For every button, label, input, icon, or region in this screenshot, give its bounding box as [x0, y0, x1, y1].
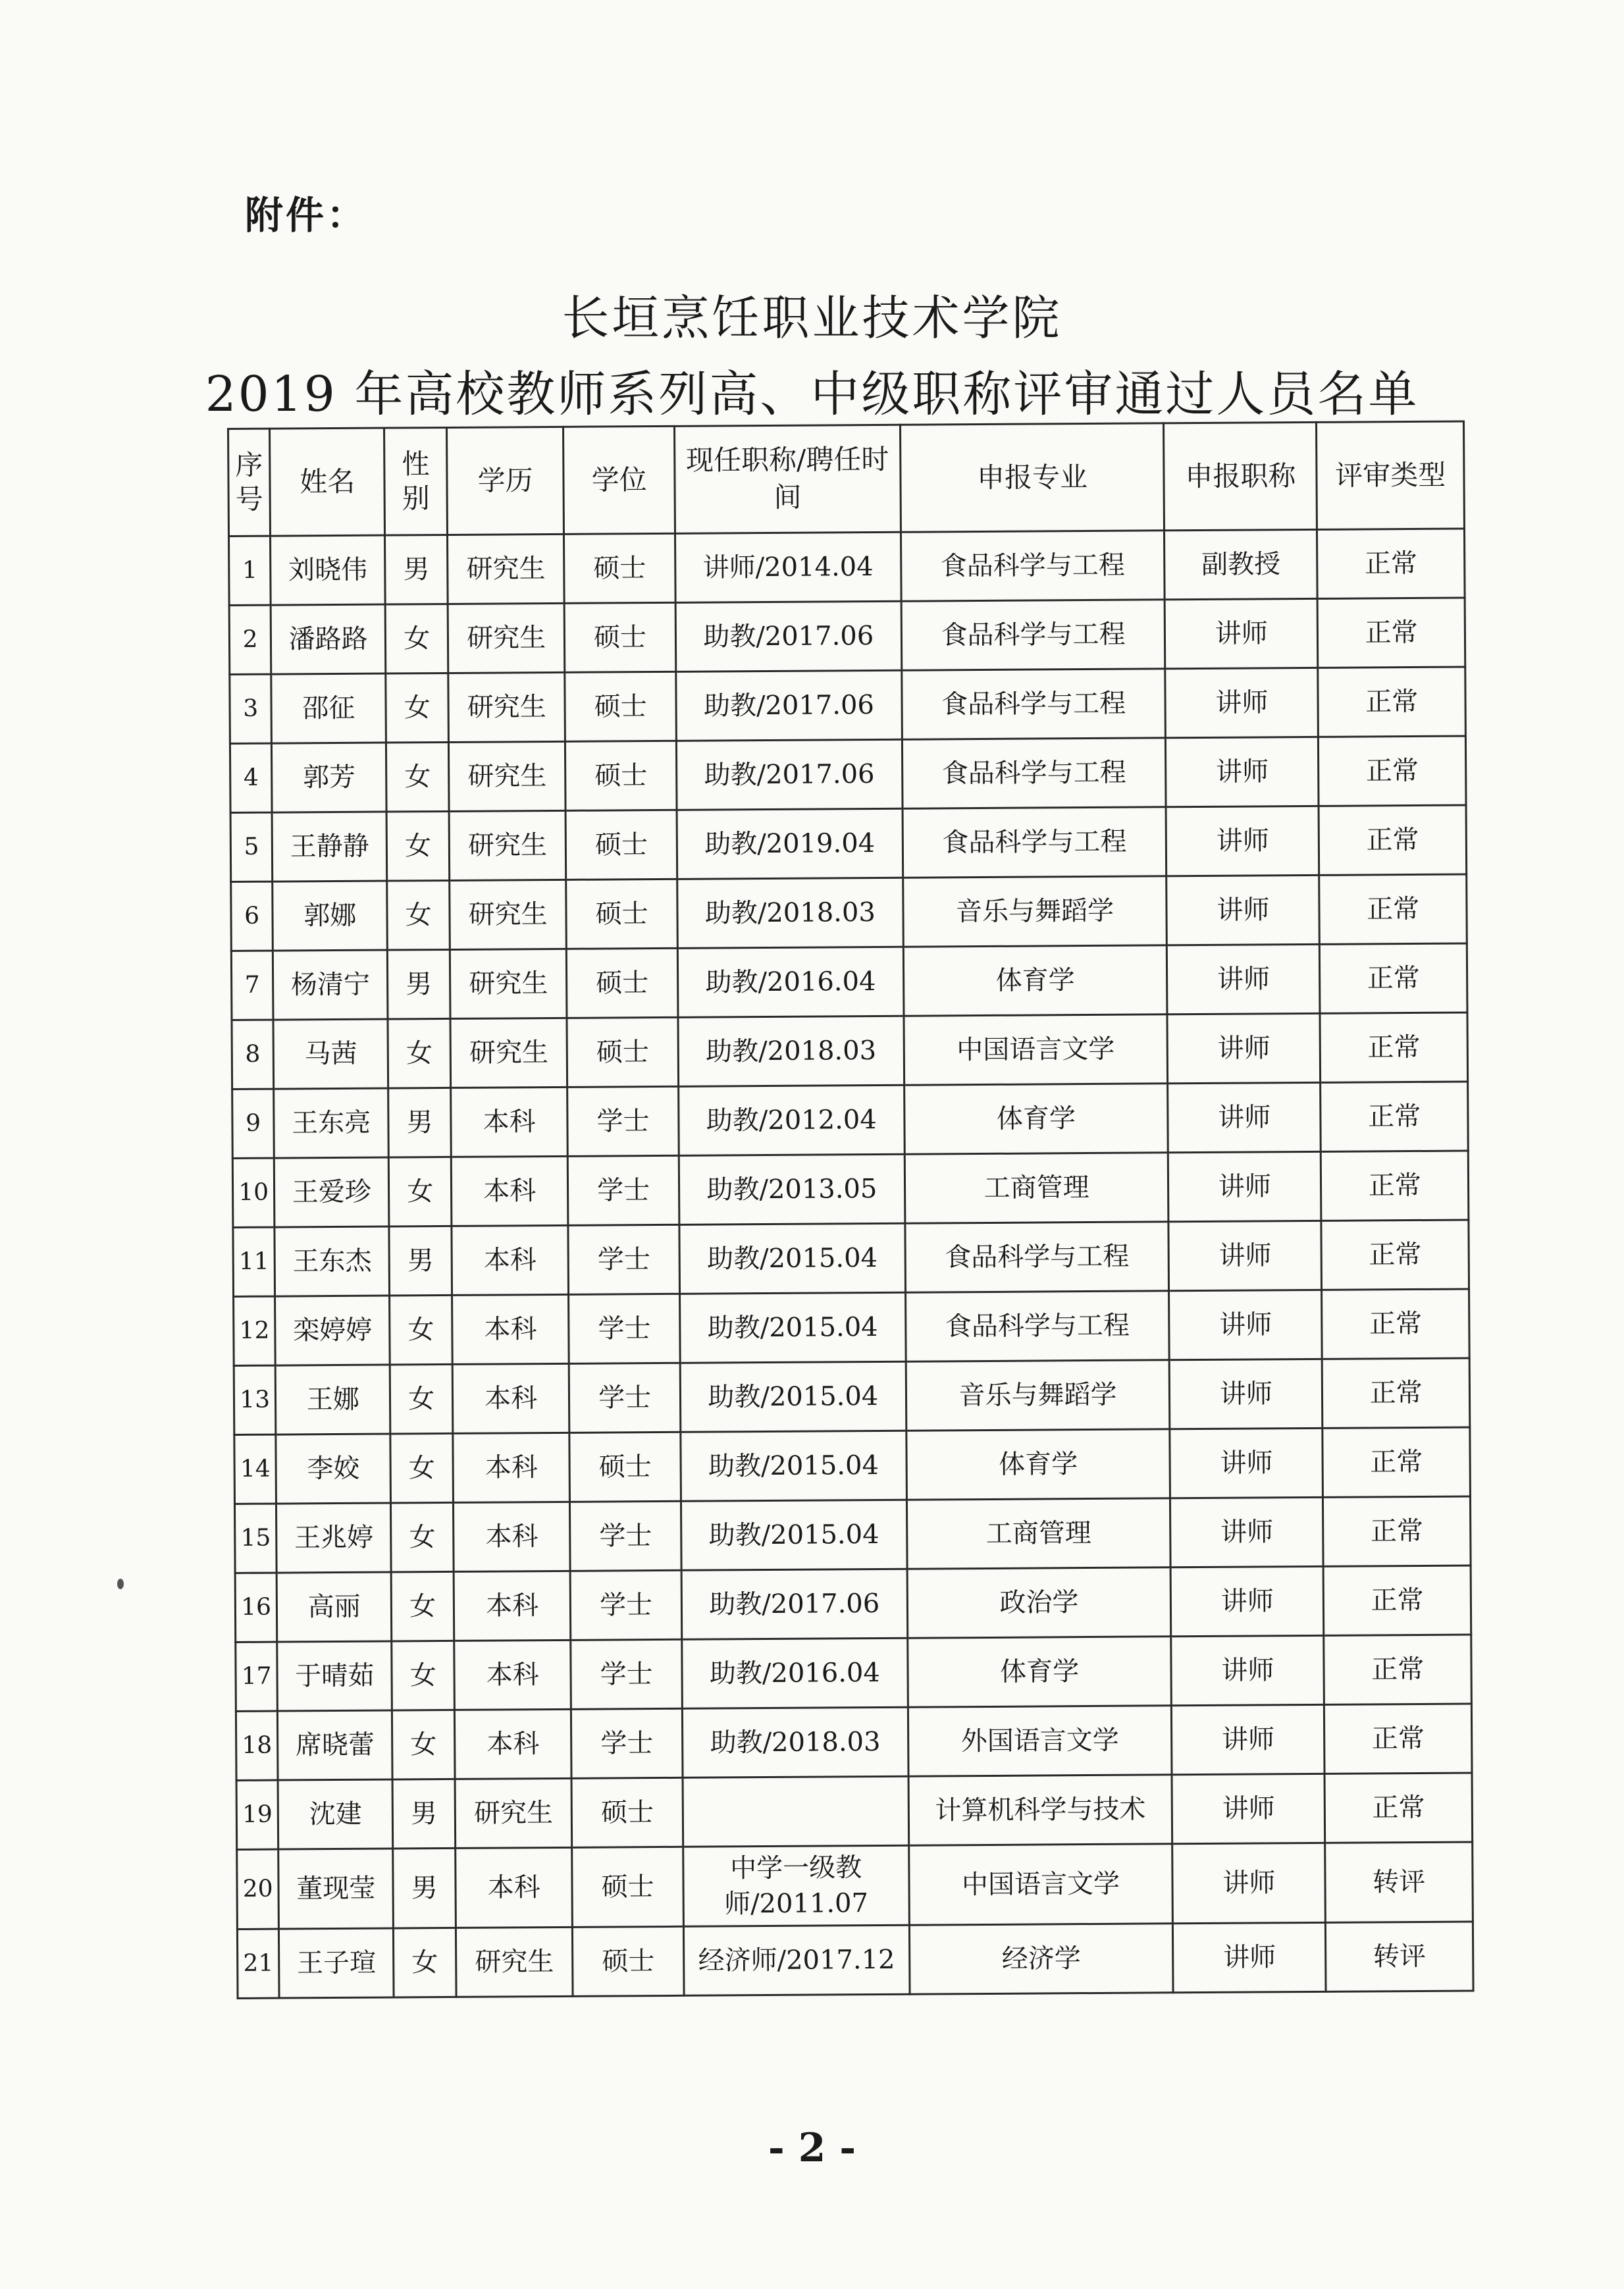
table-row: [229, 598, 1465, 674]
table-cell: 女: [390, 1364, 453, 1434]
table-cell: 男: [388, 1088, 452, 1157]
table-cell: 助教/2017.06: [676, 670, 902, 741]
table-cell: 学士: [571, 1639, 682, 1709]
column-header: 申报专业: [900, 423, 1165, 532]
table-cell: 研究生: [448, 672, 565, 742]
table-cell: 女: [389, 1157, 452, 1226]
table-cell: 女: [386, 811, 450, 881]
table-cell: 讲师: [1168, 1221, 1322, 1290]
table-row: [236, 1635, 1472, 1711]
table-cell: 体育学: [904, 1084, 1168, 1154]
table-row: [236, 1773, 1473, 1849]
table-cell: 正常: [1320, 1013, 1467, 1082]
table-cell: 讲师: [1165, 598, 1319, 668]
table-cell: 讲师/2014.04: [675, 532, 901, 602]
table-cell: 学士: [568, 1224, 679, 1294]
table-cell: 杨清宁: [273, 950, 388, 1020]
table-cell: 正常: [1323, 1496, 1471, 1566]
table-cell: 女: [390, 1433, 454, 1503]
table-cell: 沈建: [278, 1779, 393, 1849]
table-cell: 2: [229, 605, 271, 674]
table-cell: 1: [229, 536, 271, 605]
table-cell: 硕士: [564, 602, 675, 672]
table-cell: 10: [232, 1158, 275, 1227]
table-cell: 研究生: [450, 949, 567, 1018]
table-cell: 食品科学与工程: [901, 531, 1165, 601]
table-cell: 讲师: [1171, 1566, 1324, 1636]
table-row: [231, 874, 1467, 951]
table-cell: 中国语言文学: [904, 1014, 1168, 1085]
table-cell: 助教/2013.05: [679, 1154, 904, 1224]
table-cell: 正常: [1324, 1773, 1472, 1843]
table-cell: 正常: [1323, 1565, 1471, 1635]
table-cell: 中学一级教师/2011.07: [683, 1845, 909, 1926]
table-cell: 讲师: [1166, 806, 1319, 876]
table-cell: 研究生: [456, 1927, 573, 1997]
table-cell: 助教/2018.03: [677, 878, 903, 948]
table-cell: 男: [389, 1226, 452, 1296]
table-cell: 17: [236, 1642, 278, 1711]
page-number: - 2 -: [768, 2125, 856, 2171]
table-row: [230, 736, 1466, 812]
table-cell: 王东亮: [274, 1088, 389, 1158]
table-row: [232, 1013, 1468, 1089]
table-row: [230, 667, 1466, 743]
table-cell: 食品科学与工程: [902, 738, 1166, 808]
table-cell: 讲师: [1166, 737, 1319, 806]
table-cell: 女: [392, 1710, 456, 1779]
table-cell: 13: [234, 1365, 276, 1434]
table-cell: 助教/2017.06: [681, 1569, 907, 1639]
table-cell: 本科: [454, 1571, 571, 1641]
table-cell: 研究生: [448, 603, 565, 673]
table-cell: 食品科学与工程: [901, 669, 1165, 739]
table-cell: 本科: [454, 1640, 571, 1710]
table-cell: 讲师: [1172, 1843, 1326, 1923]
table-cell: 20: [237, 1849, 279, 1929]
table-row: [229, 529, 1465, 605]
table-cell: 硕士: [565, 810, 677, 880]
table-cell: 助教/2016.04: [682, 1638, 908, 1708]
table-cell: 6: [231, 881, 273, 951]
table-cell: 4: [230, 743, 272, 812]
column-header: 申报职称: [1164, 422, 1317, 530]
table-cell: 学士: [567, 1086, 679, 1156]
table-cell: 正常: [1319, 805, 1466, 875]
table-cell: 讲师: [1172, 1774, 1325, 1843]
table-cell: 硕士: [565, 741, 677, 810]
table-cell: 讲师: [1169, 1290, 1323, 1359]
table-cell: 转评: [1326, 1922, 1473, 1991]
table-cell: 正常: [1319, 874, 1467, 944]
table-cell: 正常: [1323, 1427, 1470, 1497]
table-cell: 11: [233, 1227, 275, 1296]
table-cell: 正常: [1323, 1358, 1470, 1428]
table-row: [230, 805, 1467, 881]
table-cell: 研究生: [449, 810, 566, 880]
table-body: [229, 529, 1474, 1998]
table-cell: 学士: [571, 1708, 683, 1778]
table-cell: 高丽: [276, 1572, 392, 1642]
table-cell: 王娜: [275, 1365, 390, 1434]
column-header: 评审类型: [1317, 421, 1465, 529]
table-cell: 正常: [1317, 529, 1465, 598]
table-row: [234, 1358, 1470, 1434]
table-cell: 王兆婷: [276, 1503, 392, 1573]
table-cell: 女: [388, 1018, 451, 1088]
table-cell: 学士: [570, 1501, 681, 1571]
table-cell: 助教/2018.03: [678, 1016, 904, 1086]
table-cell: 研究生: [449, 741, 566, 811]
table-cell: 王静静: [272, 812, 387, 881]
column-header: 序号: [228, 429, 271, 536]
table-cell: 讲师: [1168, 1082, 1321, 1152]
table-cell: 董现莹: [278, 1849, 394, 1929]
table-cell: 硕士: [564, 533, 675, 603]
table-cell: 学士: [568, 1155, 679, 1225]
scan-speck: [117, 1579, 124, 1589]
table-cell: 讲师: [1171, 1635, 1324, 1705]
table-cell: 计算机科学与技术: [908, 1775, 1172, 1845]
table-cell: 硕士: [571, 1777, 683, 1847]
table-cell: 讲师: [1170, 1497, 1324, 1567]
table-cell: 正常: [1324, 1635, 1471, 1704]
table-cell: 男: [392, 1779, 456, 1849]
table-cell: 硕士: [566, 879, 677, 949]
table-cell: 讲师: [1167, 1013, 1321, 1083]
table-cell: 正常: [1322, 1289, 1469, 1359]
table-cell: 男: [385, 535, 448, 604]
table-cell: 7: [231, 951, 273, 1020]
table-cell: 正常: [1319, 736, 1466, 806]
table-cell: 讲师: [1173, 1922, 1326, 1992]
table-cell: 邵征: [271, 673, 386, 743]
table-cell: 21: [237, 1929, 279, 1998]
table-cell: 硕士: [565, 671, 676, 741]
table-cell: 讲师: [1172, 1704, 1325, 1774]
table-cell: 马茜: [273, 1019, 388, 1089]
roster-table-container: [227, 421, 1475, 1999]
table-cell: 王东杰: [275, 1226, 390, 1296]
table-cell: 本科: [451, 1087, 568, 1157]
table-cell: 潘路路: [271, 604, 386, 674]
table-cell: [683, 1776, 908, 1847]
table-cell: 女: [394, 1928, 457, 1997]
table-cell: 女: [386, 742, 450, 812]
table-cell: 硕士: [569, 1432, 681, 1502]
table-cell: 讲师: [1170, 1428, 1323, 1498]
table-row: [232, 1151, 1469, 1227]
table-cell: 12: [234, 1296, 276, 1365]
table-cell: 音乐与舞蹈学: [903, 876, 1166, 947]
table-cell: 助教/2017.06: [676, 739, 902, 810]
table-cell: 讲师: [1170, 1359, 1323, 1429]
table-cell: 学士: [569, 1363, 680, 1433]
table-cell: 李姣: [276, 1434, 391, 1504]
table-cell: 工商管理: [906, 1498, 1170, 1569]
column-header: 学历: [447, 427, 564, 535]
table-cell: 经济师/2017.12: [683, 1925, 909, 1995]
table-cell: 正常: [1318, 667, 1465, 737]
table-cell: 助教/2015.04: [681, 1500, 906, 1570]
table-cell: 本科: [453, 1433, 570, 1502]
table-row: [237, 1922, 1473, 1998]
table-cell: 体育学: [903, 945, 1167, 1016]
table-cell: 男: [388, 949, 451, 1019]
table-cell: 本科: [452, 1294, 569, 1364]
table-cell: 本科: [452, 1363, 569, 1433]
table-cell: 助教/2017.06: [675, 601, 901, 671]
document-title: 长垣烹饪职业技术学院: [562, 290, 1062, 346]
table-cell: 体育学: [906, 1429, 1170, 1500]
table-cell: 女: [390, 1295, 453, 1365]
table-cell: 讲师: [1168, 1151, 1322, 1221]
table-cell: 助教/2015.04: [680, 1292, 906, 1363]
table-cell: 正常: [1324, 1704, 1472, 1774]
column-header: 性别: [384, 427, 448, 535]
table-cell: 研究生: [455, 1778, 572, 1848]
attachment-label: 附件：: [245, 193, 368, 238]
table-cell: 助教/2018.03: [682, 1707, 908, 1777]
table-cell: 女: [391, 1571, 454, 1641]
table-cell: 本科: [452, 1225, 569, 1295]
document-subtitle: 2019 年高校教师系列高、中级职称评审通过人员名单: [205, 366, 1419, 423]
table-cell: 体育学: [907, 1637, 1171, 1707]
table-row: [231, 943, 1467, 1020]
table-cell: 中国语言文学: [908, 1844, 1172, 1925]
table-row: [234, 1289, 1470, 1365]
table-cell: 食品科学与工程: [901, 600, 1165, 670]
table-cell: 工商管理: [904, 1153, 1168, 1223]
table-header-row: [228, 421, 1465, 536]
table-cell: 转评: [1325, 1842, 1473, 1922]
table-cell: 硕士: [567, 948, 678, 1018]
table-cell: 助教/2012.04: [679, 1085, 904, 1155]
table-cell: 郭芳: [272, 743, 387, 812]
column-header: 姓名: [270, 428, 385, 536]
table-cell: 经济学: [909, 1924, 1173, 1994]
table-cell: 女: [391, 1502, 454, 1572]
table-cell: 3: [230, 674, 272, 743]
table-cell: 食品科学与工程: [903, 807, 1166, 878]
table-cell: 正常: [1321, 1220, 1469, 1290]
table-cell: 本科: [456, 1847, 573, 1928]
table-cell: 刘晓伟: [271, 535, 386, 605]
table-row: [235, 1565, 1471, 1642]
table-cell: 正常: [1321, 1082, 1468, 1151]
table-cell: 王子瑄: [279, 1928, 394, 1998]
table-cell: 14: [234, 1434, 276, 1504]
table-cell: 正常: [1321, 1151, 1469, 1221]
table-cell: 讲师: [1166, 875, 1320, 945]
table-cell: 正常: [1318, 598, 1465, 668]
table-cell: 18: [236, 1711, 278, 1780]
table-row: [234, 1427, 1471, 1504]
table-cell: 本科: [451, 1156, 568, 1226]
table-cell: 外国语言文学: [908, 1706, 1172, 1776]
table-cell: 16: [235, 1573, 277, 1642]
table-row: [234, 1496, 1471, 1573]
table-cell: 助教/2015.04: [681, 1431, 906, 1501]
column-header: 学位: [563, 426, 675, 534]
table-cell: 女: [385, 604, 448, 673]
table-cell: 音乐与舞蹈学: [906, 1360, 1170, 1431]
table-cell: 8: [232, 1020, 274, 1089]
table-cell: 5: [230, 812, 273, 881]
table-row: [233, 1220, 1469, 1296]
table-cell: 讲师: [1165, 668, 1319, 737]
table-cell: 于晴茹: [277, 1641, 392, 1711]
table-cell: 政治学: [907, 1567, 1171, 1638]
table-cell: 助教/2015.04: [679, 1223, 905, 1294]
table-cell: 助教/2015.04: [680, 1361, 906, 1432]
table-cell: 食品科学与工程: [905, 1291, 1169, 1361]
table-cell: 学士: [570, 1570, 681, 1640]
table-cell: 15: [234, 1504, 276, 1573]
table-cell: 栾婷婷: [275, 1296, 390, 1365]
table-cell: 本科: [455, 1709, 572, 1779]
table-cell: 女: [392, 1641, 455, 1710]
table-cell: 硕士: [572, 1847, 683, 1927]
table-cell: 研究生: [448, 534, 565, 604]
table-cell: 硕士: [573, 1926, 684, 1996]
table-cell: 硕士: [567, 1017, 678, 1087]
table-cell: 食品科学与工程: [905, 1222, 1169, 1292]
table-cell: 王爱珍: [275, 1157, 390, 1227]
roster-table: [227, 421, 1475, 1999]
table-cell: 讲师: [1167, 944, 1321, 1014]
table-cell: 学士: [569, 1294, 680, 1363]
table-cell: 正常: [1320, 943, 1467, 1013]
table-row: [236, 1704, 1472, 1780]
table-cell: 研究生: [450, 880, 567, 949]
table-cell: 郭娜: [273, 881, 388, 951]
table-cell: 助教/2019.04: [677, 808, 903, 879]
table-cell: 本科: [454, 1502, 571, 1571]
table-cell: 研究生: [450, 1018, 567, 1088]
table-cell: 助教/2016.04: [677, 947, 903, 1017]
column-header: 现任职称/聘任时间: [674, 425, 901, 533]
table-cell: 女: [387, 880, 450, 950]
table-cell: 男: [393, 1848, 456, 1928]
table-cell: 19: [236, 1780, 278, 1849]
table-cell: 女: [386, 673, 449, 743]
table-row: [237, 1842, 1473, 1929]
table-row: [232, 1082, 1469, 1158]
table-cell: 席晓蕾: [278, 1710, 393, 1780]
table-cell: 副教授: [1165, 529, 1318, 599]
table-cell: 9: [232, 1089, 275, 1158]
